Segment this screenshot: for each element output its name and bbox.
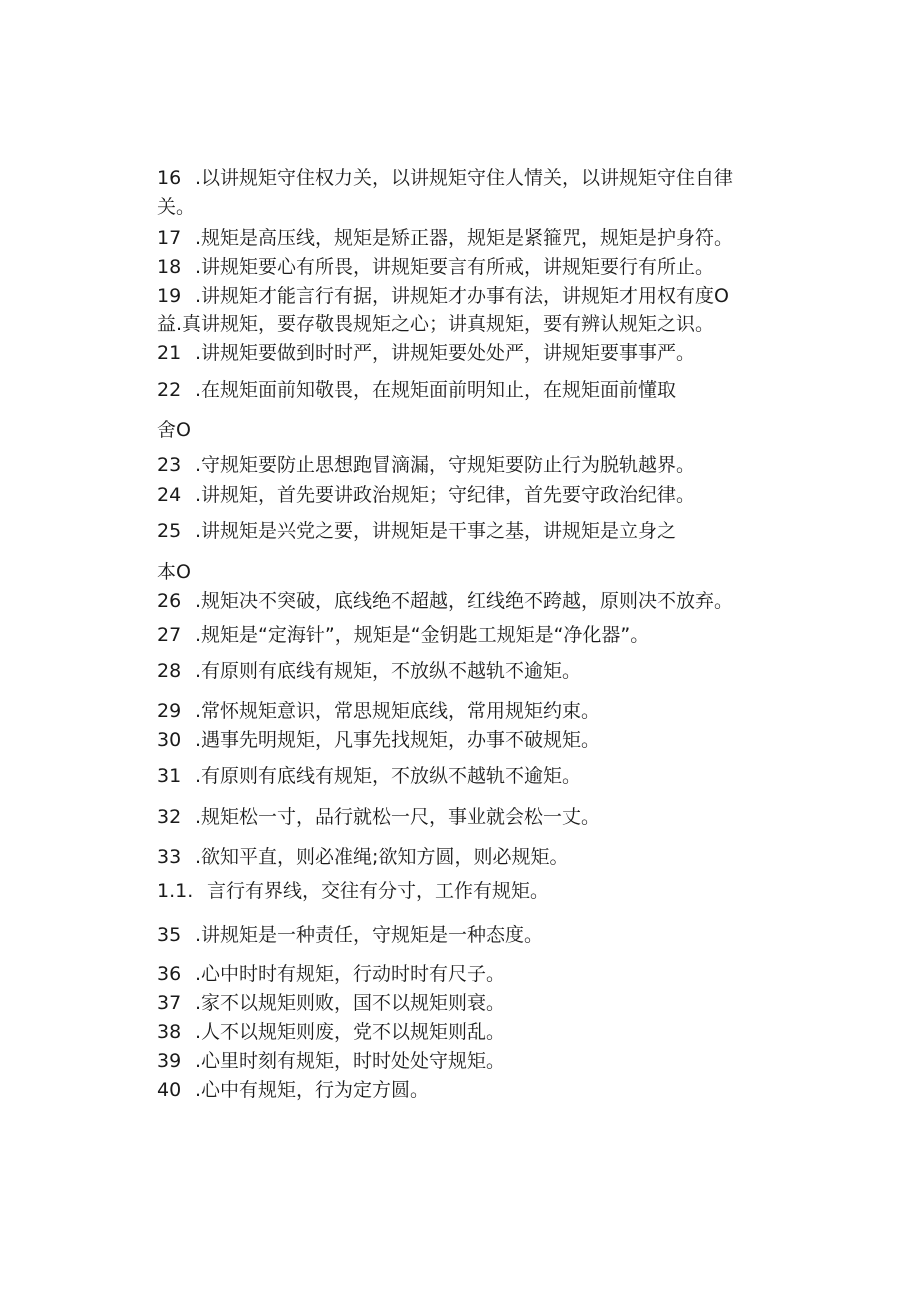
list-item xyxy=(157,166,733,190)
item-text: .讲规矩才能言行有据，讲规矩才办事有法，讲规矩才用权有度O xyxy=(195,285,729,307)
list-item xyxy=(157,519,676,543)
item-number: 21 xyxy=(157,342,182,364)
item-number: 29 xyxy=(157,700,182,722)
item-number: 25 xyxy=(157,520,182,542)
list-item xyxy=(157,483,695,507)
item-number: 23 xyxy=(157,454,182,476)
item-number: 30 xyxy=(157,729,182,751)
list-item xyxy=(157,378,676,402)
item-number: 40 xyxy=(157,1079,182,1101)
list-item xyxy=(157,923,543,947)
list-item-continuation xyxy=(157,560,191,584)
list-item xyxy=(157,699,600,723)
item-text: .守规矩要防止思想跑冒滴漏，守规矩要防止行为脱轨越界。 xyxy=(195,454,696,476)
item-text: 本O xyxy=(157,561,191,583)
item-text: .讲规矩是兴党之要，讲规矩是干事之基，讲规矩是立身之 xyxy=(195,520,677,542)
item-number: 38 xyxy=(157,1021,182,1043)
list-item xyxy=(157,341,695,365)
list-item xyxy=(157,845,568,869)
list-item xyxy=(157,879,549,903)
list-item xyxy=(157,1078,429,1102)
item-text: .讲规矩是一种责任，守规矩是一种态度。 xyxy=(195,924,544,946)
item-text: .以讲规矩守住权力关，以讲规矩守住人情关，以讲规矩守住自律 xyxy=(195,167,734,189)
item-text: .讲规矩要做到时时严，讲规矩要处处严，讲规矩要事事严。 xyxy=(195,342,696,364)
item-text: 关。 xyxy=(157,196,196,218)
list-item xyxy=(157,623,649,647)
item-number: 18 xyxy=(157,256,182,278)
item-number: 27 xyxy=(157,624,182,646)
item-text: 言行有界线，交往有分寸，工作有规矩。 xyxy=(207,880,550,902)
list-item xyxy=(157,962,505,986)
list-item xyxy=(157,991,505,1015)
item-text: 舍O xyxy=(157,419,191,441)
item-text: .常怀规矩意识，常思规矩底线，常用规矩约束。 xyxy=(195,700,601,722)
item-number: 33 xyxy=(157,846,182,868)
item-text: .规矩松一寸，品行就松一尺，事业就会松一丈。 xyxy=(195,806,601,828)
item-number: 36 xyxy=(157,963,182,985)
list-item xyxy=(157,589,733,613)
item-number: 24 xyxy=(157,484,182,506)
item-number: 16 xyxy=(157,167,182,189)
item-text: .遇事先明规矩，凡事先找规矩，办事不破规矩。 xyxy=(195,729,601,751)
list-item-continuation xyxy=(157,195,195,219)
item-text: .讲规矩要心有所畏，讲规矩要言有所戒，讲规矩要行有所止。 xyxy=(195,256,715,278)
item-text: .人不以规矩则废，党不以规矩则乱。 xyxy=(195,1021,506,1043)
item-text: .欲知平直，则必准绳;欲知方圆，则必规矩。 xyxy=(195,846,569,868)
item-text: .心中有规矩，行为定方圆。 xyxy=(195,1079,430,1101)
item-number: 19 xyxy=(157,285,182,307)
list-item-continuation xyxy=(157,418,191,442)
item-text: .规矩是“定海针”，规矩是“金钥匙工规矩是“净化器”。 xyxy=(195,624,650,646)
item-number: 28 xyxy=(157,660,182,682)
list-item xyxy=(157,1049,505,1073)
item-text: .规矩决不突破，底线绝不超越，红线绝不跨越，原则决不放弃。 xyxy=(195,590,734,612)
list-item xyxy=(157,659,581,683)
list-item xyxy=(157,453,695,477)
list-item-continuation xyxy=(157,312,714,336)
item-text: .家不以规矩则败，国不以规矩则衰。 xyxy=(195,992,506,1014)
item-number: 39 xyxy=(157,1050,182,1072)
item-text: .规矩是高压线，规矩是矫正器，规矩是紧箍咒，规矩是护身符。 xyxy=(195,227,734,249)
item-number: 31 xyxy=(157,765,182,787)
item-text: .心中时时有规矩，行动时时有尺子。 xyxy=(195,963,506,985)
item-text: .有原则有底线有规矩，不放纵不越轨不逾矩。 xyxy=(195,660,582,682)
item-text: .有原则有底线有规矩，不放纵不越轨不逾矩。 xyxy=(195,765,582,787)
item-number: 35 xyxy=(157,924,182,946)
item-number: 22 xyxy=(157,379,182,401)
list-item xyxy=(157,764,581,788)
list-item xyxy=(157,255,714,279)
list-item xyxy=(157,1020,505,1044)
item-number: 17 xyxy=(157,227,182,249)
item-number: 26 xyxy=(157,590,182,612)
item-number: 37 xyxy=(157,992,182,1014)
list-item xyxy=(157,284,729,308)
item-number: 32 xyxy=(157,806,182,828)
item-number: 1.1. xyxy=(157,880,194,902)
list-item xyxy=(157,226,733,250)
item-text: .讲规矩，首先要讲政治规矩；守纪律，首先要守政治纪律。 xyxy=(195,484,696,506)
list-item xyxy=(157,805,600,829)
list-item xyxy=(157,728,600,752)
item-text: 益.真讲规矩，要存敬畏规矩之心；讲真规矩，要有辨认规矩之识。 xyxy=(157,313,715,335)
item-text: .心里时刻有规矩，时时处处守规矩。 xyxy=(195,1050,506,1072)
item-text: .在规矩面前知敬畏，在规矩面前明知止，在规矩面前懂取 xyxy=(195,379,677,401)
